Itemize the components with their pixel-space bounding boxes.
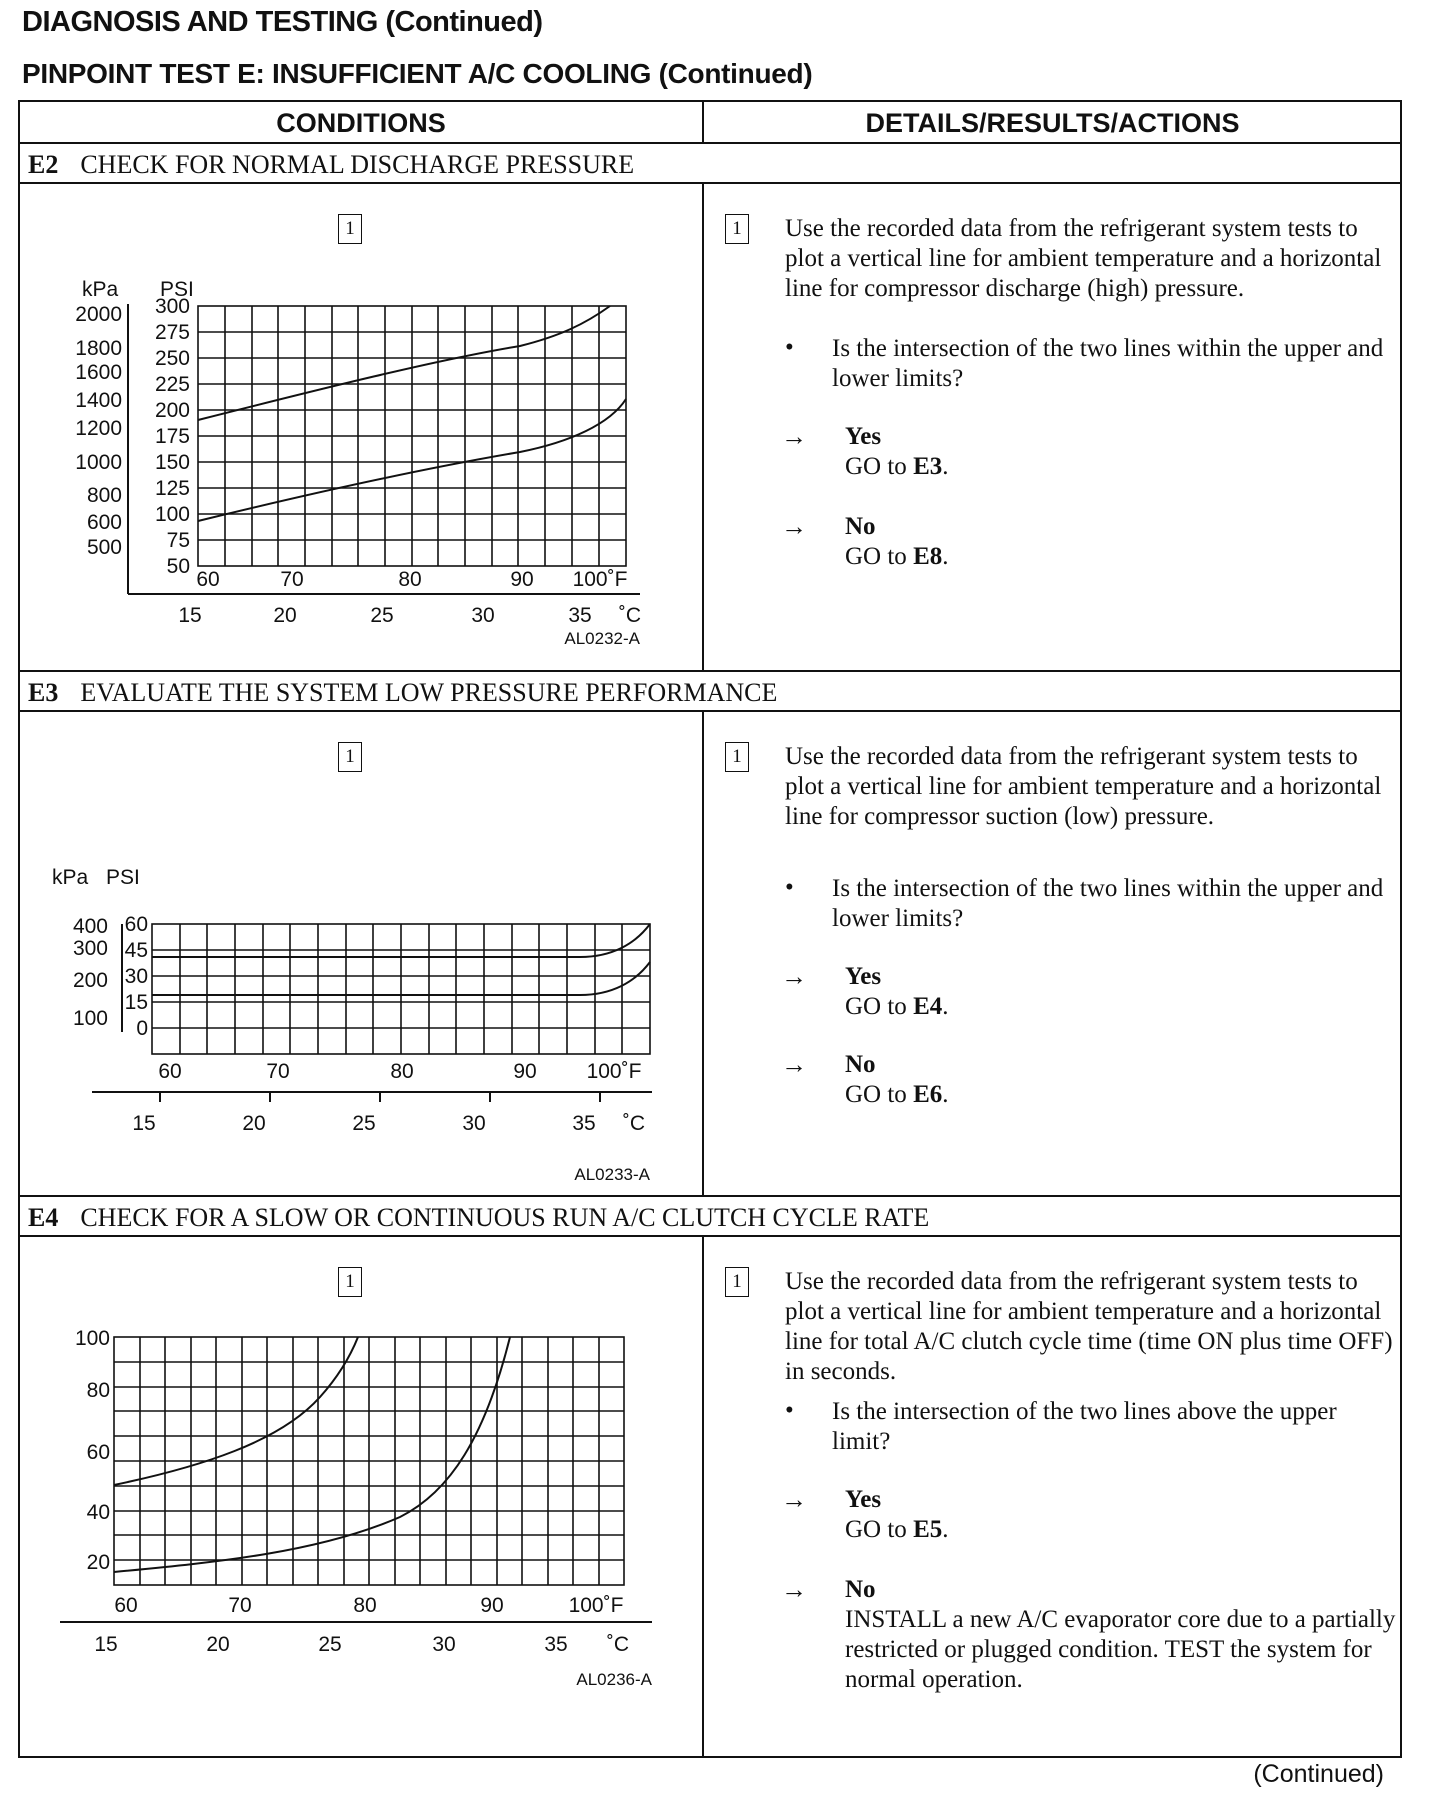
fahrenheit-tick-label: 90 <box>513 1060 537 1083</box>
step-id: E4 <box>28 1203 59 1232</box>
instruction-callout: 1 <box>725 214 749 244</box>
bullet-icon: • <box>785 334 794 361</box>
psi-tick-label: 150 <box>154 451 190 474</box>
psi-tick-label: 30 <box>124 965 148 988</box>
psi-tick-label: 200 <box>154 399 190 422</box>
no-action-target: E6 <box>913 1081 943 1108</box>
chart-grid <box>152 924 650 1054</box>
no-action-suffix: . <box>942 543 949 570</box>
yes-action-prefix: GO to <box>845 453 914 480</box>
step-title: EVALUATE THE SYSTEM LOW PRESSURE PERFORMANCE <box>80 678 778 707</box>
yes-action-suffix: . <box>942 1516 949 1543</box>
psi-tick-label: 75 <box>166 529 190 552</box>
celsius-tick-label: ˚C <box>622 1112 646 1135</box>
page-title: DIAGNOSIS AND TESTING (Continued) <box>22 6 543 38</box>
details-cell-e3 <box>705 712 1400 1195</box>
yes-action-target: E5 <box>913 1516 943 1543</box>
figure-callout: 1 <box>338 742 362 772</box>
fahrenheit-tick-label: 80 <box>353 1594 377 1617</box>
y-tick-label: 80 <box>86 1379 110 1402</box>
celsius-tick-label: 30 <box>432 1633 456 1656</box>
question-text: Is the intersection of the two lines within the upper and lower limits? <box>832 875 1384 932</box>
divider <box>702 1235 704 1758</box>
chart-grid <box>114 1337 624 1585</box>
continued-note: (Continued) <box>1253 1760 1384 1788</box>
psi-tick-label: 275 <box>154 321 190 344</box>
fahrenheit-tick-label: 90 <box>480 1594 504 1617</box>
details-cell-e2 <box>705 184 1400 670</box>
kpa-tick-label: 400 <box>72 915 108 938</box>
arrow-right-icon: → <box>781 512 807 541</box>
psi-tick-label: 15 <box>124 991 148 1014</box>
figure-code: AL0232-A <box>564 629 640 648</box>
step-title: CHECK FOR NORMAL DISCHARGE PRESSURE <box>80 150 635 179</box>
figure-callout: 1 <box>338 214 362 244</box>
celsius-tick-label: 35 <box>572 1112 596 1135</box>
celsius-tick-label: 20 <box>273 604 297 627</box>
arrow-right-icon: → <box>781 1485 807 1514</box>
arrow-right-icon: → <box>781 422 807 451</box>
celsius-tick-label: ˚C <box>618 604 642 627</box>
bullet-icon: • <box>785 1397 794 1424</box>
psi-axis-label: PSI <box>160 278 194 301</box>
details-column-header: DETAILS/RESULTS/ACTIONS <box>865 108 1240 138</box>
fahrenheit-tick-label: 100˚F <box>586 1060 642 1083</box>
celsius-tick-label: 15 <box>132 1112 156 1135</box>
fahrenheit-tick-label: 60 <box>114 1594 138 1617</box>
celsius-tick-label: 15 <box>178 604 202 627</box>
chart-grid <box>198 306 626 566</box>
celsius-tick-label: 20 <box>242 1112 266 1135</box>
figure-callout: 1 <box>338 1267 362 1297</box>
no-answer <box>845 1575 1400 1695</box>
discharge-pressure-chart <box>20 184 702 670</box>
figure-code: AL0233-A <box>574 1165 650 1184</box>
no-label: No <box>845 1051 876 1078</box>
test-title: PINPOINT TEST E: INSUFFICIENT A/C COOLING (Continued) <box>22 58 813 89</box>
psi-tick-label: 250 <box>154 347 190 370</box>
kpa-axis-label: kPa <box>52 866 89 889</box>
psi-tick-label: 0 <box>136 1017 148 1040</box>
lower-limit-curve <box>114 1337 510 1572</box>
suction-pressure-chart <box>20 712 702 1195</box>
divider <box>702 710 704 1195</box>
instruction-callout: 1 <box>725 742 749 772</box>
fahrenheit-tick-label: 80 <box>398 568 422 591</box>
clutch-cycle-chart <box>20 1237 702 1758</box>
psi-tick-label: 100 <box>154 503 190 526</box>
yes-answer <box>845 962 1400 1022</box>
instruction-text: Use the recorded data from the refrigerant system tests to plot a vertical line for ambient temperature and a horizontal line for compressor discharge (high) pressure. <box>785 215 1382 302</box>
details-cell-e4 <box>705 1237 1400 1758</box>
bullet-icon: • <box>785 874 794 901</box>
kpa-tick-label: 1200 <box>75 417 122 440</box>
kpa-tick-label: 200 <box>72 969 108 992</box>
celsius-tick-label: 35 <box>544 1633 568 1656</box>
no-answer <box>845 512 1400 572</box>
kpa-axis-label: kPa <box>82 278 119 301</box>
yes-action-prefix: GO to <box>845 1516 914 1543</box>
psi-tick-label: 175 <box>154 425 190 448</box>
step-header-e4 <box>28 1197 929 1237</box>
kpa-tick-label: 1800 <box>75 337 122 360</box>
yes-action-target: E4 <box>913 993 943 1020</box>
celsius-tick-label: 20 <box>206 1633 230 1656</box>
yes-answer <box>845 422 1400 482</box>
fahrenheit-tick-label: 60 <box>196 568 220 591</box>
conditions-column-header: CONDITIONS <box>276 108 446 138</box>
kpa-tick-label: 1000 <box>75 451 122 474</box>
yes-action-prefix: GO to <box>845 993 914 1020</box>
question-text: Is the intersection of the two lines above the upper limit? <box>832 1398 1337 1455</box>
arrow-right-icon: → <box>781 962 807 991</box>
yes-answer <box>845 1485 1400 1545</box>
kpa-tick-label: 500 <box>86 536 122 559</box>
celsius-tick-label: 25 <box>370 604 394 627</box>
yes-action-suffix: . <box>942 453 949 480</box>
celsius-tick-label: 25 <box>352 1112 376 1135</box>
fahrenheit-tick-label: 100˚F <box>572 568 628 591</box>
kpa-tick-label: 800 <box>86 484 122 507</box>
yes-action-target: E3 <box>913 453 943 480</box>
pinpoint-test-table <box>18 100 1402 1758</box>
fahrenheit-tick-label: 80 <box>390 1060 414 1083</box>
fahrenheit-tick-label: 70 <box>228 1594 252 1617</box>
kpa-tick-label: 300 <box>72 937 108 960</box>
conditions-cell-e2 <box>20 184 702 670</box>
step-id: E3 <box>28 678 59 707</box>
no-label: No <box>845 513 876 540</box>
step-header-e2 <box>28 144 634 184</box>
y-tick-label: 40 <box>86 1501 110 1524</box>
fahrenheit-tick-label: 70 <box>266 1060 290 1083</box>
instruction-text: Use the recorded data from the refrigerant system tests to plot a vertical line for ambient temperature and a horizontal line for compressor suction (low) pressure. <box>785 743 1382 830</box>
y-tick-label: 100 <box>74 1327 110 1350</box>
question-text: Is the intersection of the two lines within the upper and lower limits? <box>832 335 1384 392</box>
psi-tick-label: 225 <box>154 373 190 396</box>
instruction-callout: 1 <box>725 1267 749 1297</box>
no-action-suffix: . <box>942 1081 949 1108</box>
figure-code: AL0236-A <box>576 1670 652 1689</box>
celsius-tick-label: 30 <box>471 604 495 627</box>
yes-label: Yes <box>845 1486 882 1513</box>
no-action-prefix: GO to <box>845 543 914 570</box>
no-action-prefix: GO to <box>845 1081 914 1108</box>
step-id: E2 <box>28 150 59 179</box>
fahrenheit-tick-label: 90 <box>510 568 534 591</box>
fahrenheit-tick-label: 100˚F <box>568 1594 624 1617</box>
step-header-e3 <box>28 672 777 712</box>
psi-axis-label: PSI <box>106 866 140 889</box>
upper-limit-curve <box>198 306 610 420</box>
kpa-tick-label: 600 <box>86 511 122 534</box>
instruction-text: Use the recorded data from the refrigerant system tests to plot a vertical line for ambient temperature and a horizontal line for total A/C clutch cycle time (time ON plus time OFF) in seconds. <box>785 1268 1393 1385</box>
celsius-tick-label: 15 <box>94 1633 118 1656</box>
psi-tick-label: 300 <box>154 295 190 318</box>
psi-tick-label: 50 <box>166 555 190 578</box>
no-answer <box>845 1050 1400 1110</box>
fahrenheit-tick-label: 70 <box>280 568 304 591</box>
no-label: No <box>845 1576 876 1603</box>
y-tick-label: 60 <box>86 1441 110 1464</box>
kpa-tick-label: 100 <box>72 1007 108 1030</box>
arrow-right-icon: → <box>781 1575 807 1604</box>
psi-tick-label: 60 <box>124 913 148 936</box>
celsius-tick-label: ˚C <box>606 1633 630 1656</box>
yes-action-suffix: . <box>942 993 949 1020</box>
psi-tick-label: 125 <box>154 477 190 500</box>
no-action-text: INSTALL a new A/C evaporator core due to a partially restricted or plugged condition. TEST the system for normal operation. <box>845 1606 1396 1693</box>
divider <box>702 182 704 670</box>
celsius-tick-label: 30 <box>462 1112 486 1135</box>
y-tick-label: 20 <box>86 1551 110 1574</box>
fahrenheit-tick-label: 60 <box>158 1060 182 1083</box>
divider <box>702 102 704 142</box>
celsius-tick-label: 25 <box>318 1633 342 1656</box>
arrow-right-icon: → <box>781 1050 807 1079</box>
kpa-tick-label: 2000 <box>75 303 122 326</box>
step-title: CHECK FOR A SLOW OR CONTINUOUS RUN A/C CLUTCH CYCLE RATE <box>80 1203 930 1232</box>
psi-tick-label: 45 <box>124 939 148 962</box>
celsius-tick-label: 35 <box>568 604 592 627</box>
kpa-tick-label: 1600 <box>75 361 122 384</box>
yes-label: Yes <box>845 963 882 990</box>
conditions-cell-e4 <box>20 1237 702 1758</box>
yes-label: Yes <box>845 423 882 450</box>
conditions-cell-e3 <box>20 712 702 1195</box>
kpa-tick-label: 1400 <box>75 389 122 412</box>
no-action-target: E8 <box>913 543 943 570</box>
